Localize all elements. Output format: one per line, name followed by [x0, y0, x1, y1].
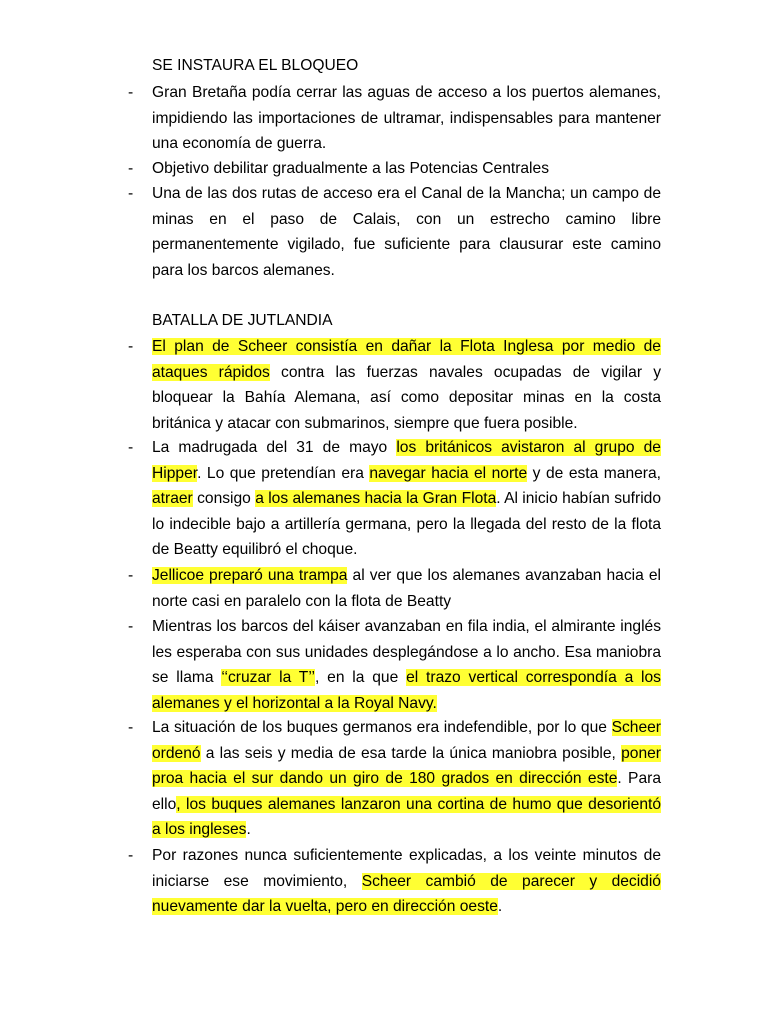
list-item	[0, 435, 768, 563]
text-run: , en la que	[315, 669, 407, 686]
text-run: La madrugada del 31 de mayo	[152, 439, 397, 456]
bullet-dash: -	[128, 618, 134, 635]
list-item	[0, 843, 768, 920]
paragraph	[152, 715, 661, 843]
text-run: .	[497, 898, 503, 915]
paragraph	[152, 80, 661, 157]
list-item	[0, 156, 768, 182]
highlighted-text: , los buques alemanes lanzaron una cortina de humo que desorientó a los ingleses	[152, 795, 661, 838]
highlighted-text: ‘‘cruzar la T’’	[221, 669, 315, 686]
text-run: contra las fuerzas navales ocupadas de vigilar y bloquear la Bahía Alemana, así como depositar minas en la costa británica y atacar con submarinos, siempre que fuera posible.	[152, 363, 661, 432]
text-run: Mientras los barcos del káiser avanzaban en fila india, el almirante inglés les esperaba con sus unidades desplegándose a lo ancho. Esa maniobra se llama	[152, 618, 661, 686]
bullet-dash: -	[128, 338, 134, 355]
paragraph	[152, 614, 661, 716]
highlighted-text: navegar hacia el norte	[369, 464, 528, 482]
highlighted-text: los británicos avistaron al grupo de Hipper	[152, 439, 661, 482]
highlighted-text: a los alemanes hacia la Gran Flota	[255, 490, 497, 507]
highlighted-text: El plan de Scheer consistía en dañar la Flota Inglesa por medio de ataques rápidos	[152, 338, 661, 381]
text-run: consigo	[192, 490, 256, 507]
bullet-dash: -	[128, 847, 134, 864]
highlighted-text: atraer	[152, 490, 193, 507]
highlighted-text: poner proa hacia el sur dando un giro de 180 grados en dirección este	[152, 744, 661, 787]
section-heading-bloqueo: SE INSTAURA EL BLOQUEO	[152, 57, 359, 74]
text-run: La situación de los buques germanos era indefendible, por lo que	[152, 719, 612, 736]
text-run: . Al inicio habían sufrido lo indecible bajo a artillería germana, pero la llegada del resto de la flota de Beatty equilibró el choque.	[152, 490, 662, 558]
paragraph	[152, 156, 661, 182]
highlighted-text: Scheer ordenó	[152, 719, 661, 762]
bullet-dash: -	[128, 439, 134, 456]
list-item	[0, 614, 768, 716]
list-item	[0, 715, 768, 843]
text-run: . Lo que pretendían era	[197, 464, 370, 482]
section-heading-jutlandia: BATALLA DE JUTLANDIA	[152, 312, 333, 329]
bullet-dash: -	[128, 160, 134, 177]
paragraph	[152, 435, 661, 563]
paragraph	[152, 334, 661, 436]
list-item	[0, 181, 768, 283]
bullet-dash: -	[128, 185, 134, 202]
text-run: a las seis y media de esa tarde la única maniobra posible,	[200, 744, 622, 762]
highlighted-text: Scheer cambió de parecer y decidió nuevamente dar la vuelta, pero en dirección oeste	[152, 872, 661, 915]
text-run: . Para ello	[152, 770, 661, 813]
list-item	[0, 80, 768, 157]
text-run: .	[246, 821, 251, 838]
text-run: y de esta manera,	[527, 464, 661, 482]
text-run: Por razones nunca suficientemente explicadas, a los veinte minutos de iniciarse ese movimiento,	[152, 847, 661, 890]
text-run: al ver que los alemanes avanzaban hacia el norte casi en paralelo con la flota de Beatty	[152, 567, 661, 610]
bullet-dash: -	[128, 567, 134, 584]
list-item	[0, 334, 768, 436]
text-run: Objetivo debilitar gradualmente a las Potencias Centrales	[152, 160, 549, 177]
list-item	[0, 563, 768, 614]
paragraph	[152, 563, 661, 614]
text-run: Gran Bretaña podía cerrar las aguas de acceso a los puertos alemanes, impidiendo las importaciones de ultramar, indispensables para mantener una economía de guerra.	[152, 84, 661, 152]
highlighted-text: el trazo vertical correspondía a los alemanes y el horizontal a la Royal Navy.	[152, 669, 661, 712]
bullet-dash: -	[128, 84, 134, 101]
text-run: Una de las dos rutas de acceso era el Canal de la Mancha; un campo de minas en el paso de Calais, con un estrecho camino libre permanentemente vigilado, fue suficiente para clausurar este camino para los barcos alemanes.	[152, 185, 661, 279]
bullet-dash: -	[128, 719, 134, 736]
highlighted-text: Jellicoe preparó una trampa	[152, 567, 348, 584]
paragraph	[152, 843, 661, 920]
paragraph	[152, 181, 661, 283]
